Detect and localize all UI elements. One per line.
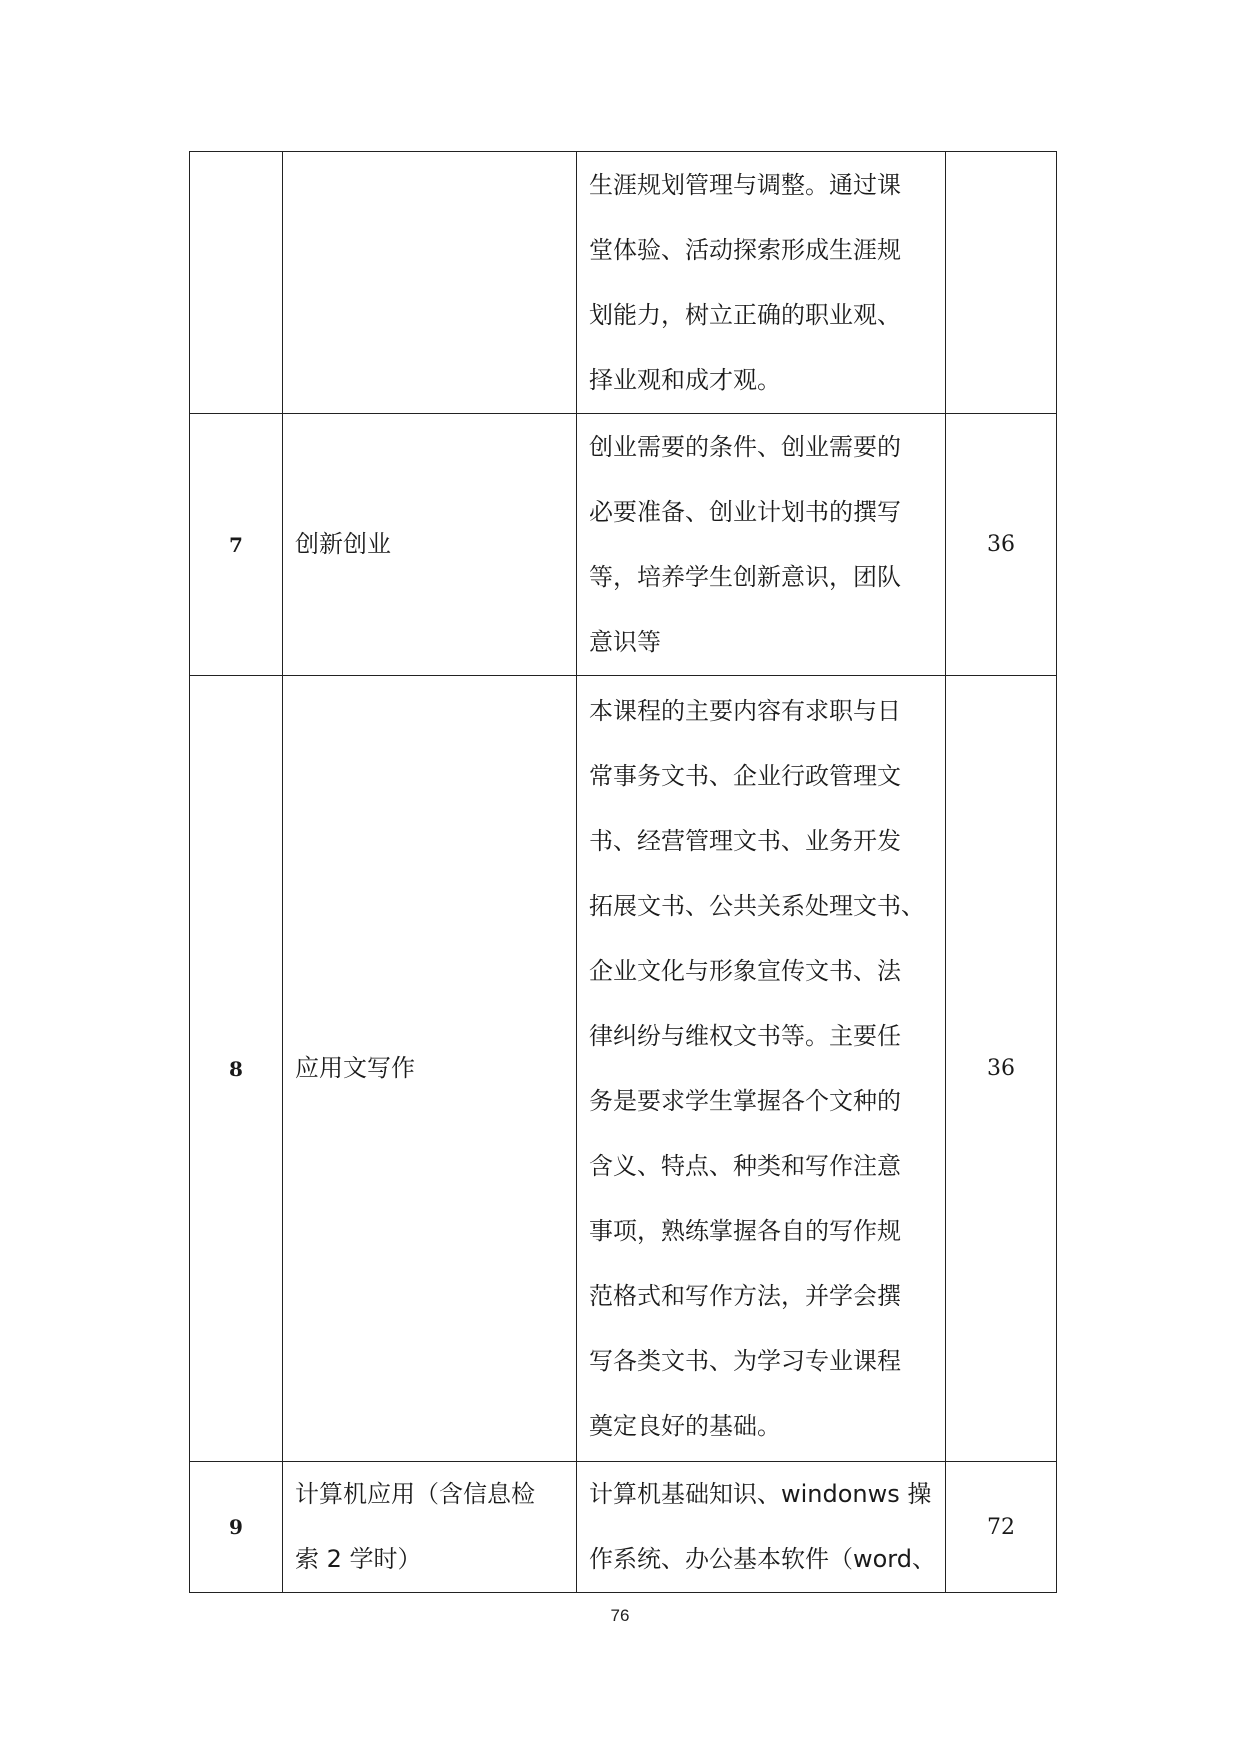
- course-description: [577, 414, 946, 676]
- row-number: 7: [190, 414, 283, 676]
- name-line: 应用文写作: [295, 1054, 415, 1082]
- desc-line: 计算机基础知识、windonws 操: [589, 1480, 932, 1508]
- course-description: [577, 1462, 946, 1593]
- desc-line: 堂体验、活动探索形成生涯规: [589, 235, 901, 264]
- desc-line: 创业需要的条件、创业需要的: [589, 432, 901, 461]
- desc-line: 律纠纷与维权文书等。主要任: [589, 1021, 901, 1050]
- row-number: 8: [190, 676, 283, 1462]
- desc-line: 必要准备、创业计划书的撰写: [589, 497, 901, 526]
- course-hours: [946, 152, 1057, 414]
- course-name: [283, 414, 577, 676]
- course-hours: 36: [946, 676, 1057, 1462]
- desc-line: 范格式和写作方法，并学会撰: [589, 1281, 901, 1310]
- desc-line: 事项，熟练掌握各自的写作规: [589, 1216, 901, 1245]
- row-number: 9: [190, 1462, 283, 1593]
- desc-line: 意识等: [589, 627, 661, 656]
- course-description: [577, 676, 946, 1462]
- desc-line: 含义、特点、种类和写作注意: [589, 1151, 901, 1180]
- table-row: [190, 152, 1057, 414]
- desc-line: 划能力，树立正确的职业观、: [589, 300, 901, 329]
- course-name: [283, 676, 577, 1462]
- course-table: [189, 151, 1057, 1593]
- desc-line: 常事务文书、企业行政管理文: [589, 761, 901, 790]
- desc-line: 择业观和成才观。: [589, 365, 781, 394]
- desc-line: 书、经营管理文书、业务开发: [589, 826, 901, 855]
- desc-line: 拓展文书、公共关系处理文书、: [589, 891, 925, 920]
- row-number: [190, 152, 283, 414]
- desc-line: 本课程的主要内容有求职与日: [589, 696, 901, 725]
- course-name: [283, 1462, 577, 1593]
- desc-line: 写各类文书、为学习专业课程: [589, 1346, 901, 1375]
- course-description: [577, 152, 946, 414]
- course-hours: 36: [946, 414, 1057, 676]
- table-row: [190, 414, 1057, 676]
- desc-line: 生涯规划管理与调整。通过课: [589, 170, 901, 199]
- name-line: 索 2 学时）: [295, 1545, 422, 1573]
- page-number: 76: [610, 1606, 630, 1625]
- desc-line: 奠定良好的基础。: [589, 1411, 781, 1440]
- course-hours: 72: [946, 1462, 1057, 1593]
- name-line: 计算机应用（含信息检: [295, 1480, 535, 1508]
- name-line: 创新创业: [295, 530, 391, 558]
- table-row: [190, 1462, 1057, 1593]
- desc-line: 作系统、办公基本软件（word、: [589, 1545, 936, 1573]
- desc-line: 等，培养学生创新意识，团队: [589, 562, 901, 591]
- table-row: [190, 676, 1057, 1462]
- course-name: [283, 152, 577, 414]
- desc-line: 企业文化与形象宣传文书、法: [589, 956, 901, 985]
- desc-line: 务是要求学生掌握各个文种的: [589, 1086, 901, 1115]
